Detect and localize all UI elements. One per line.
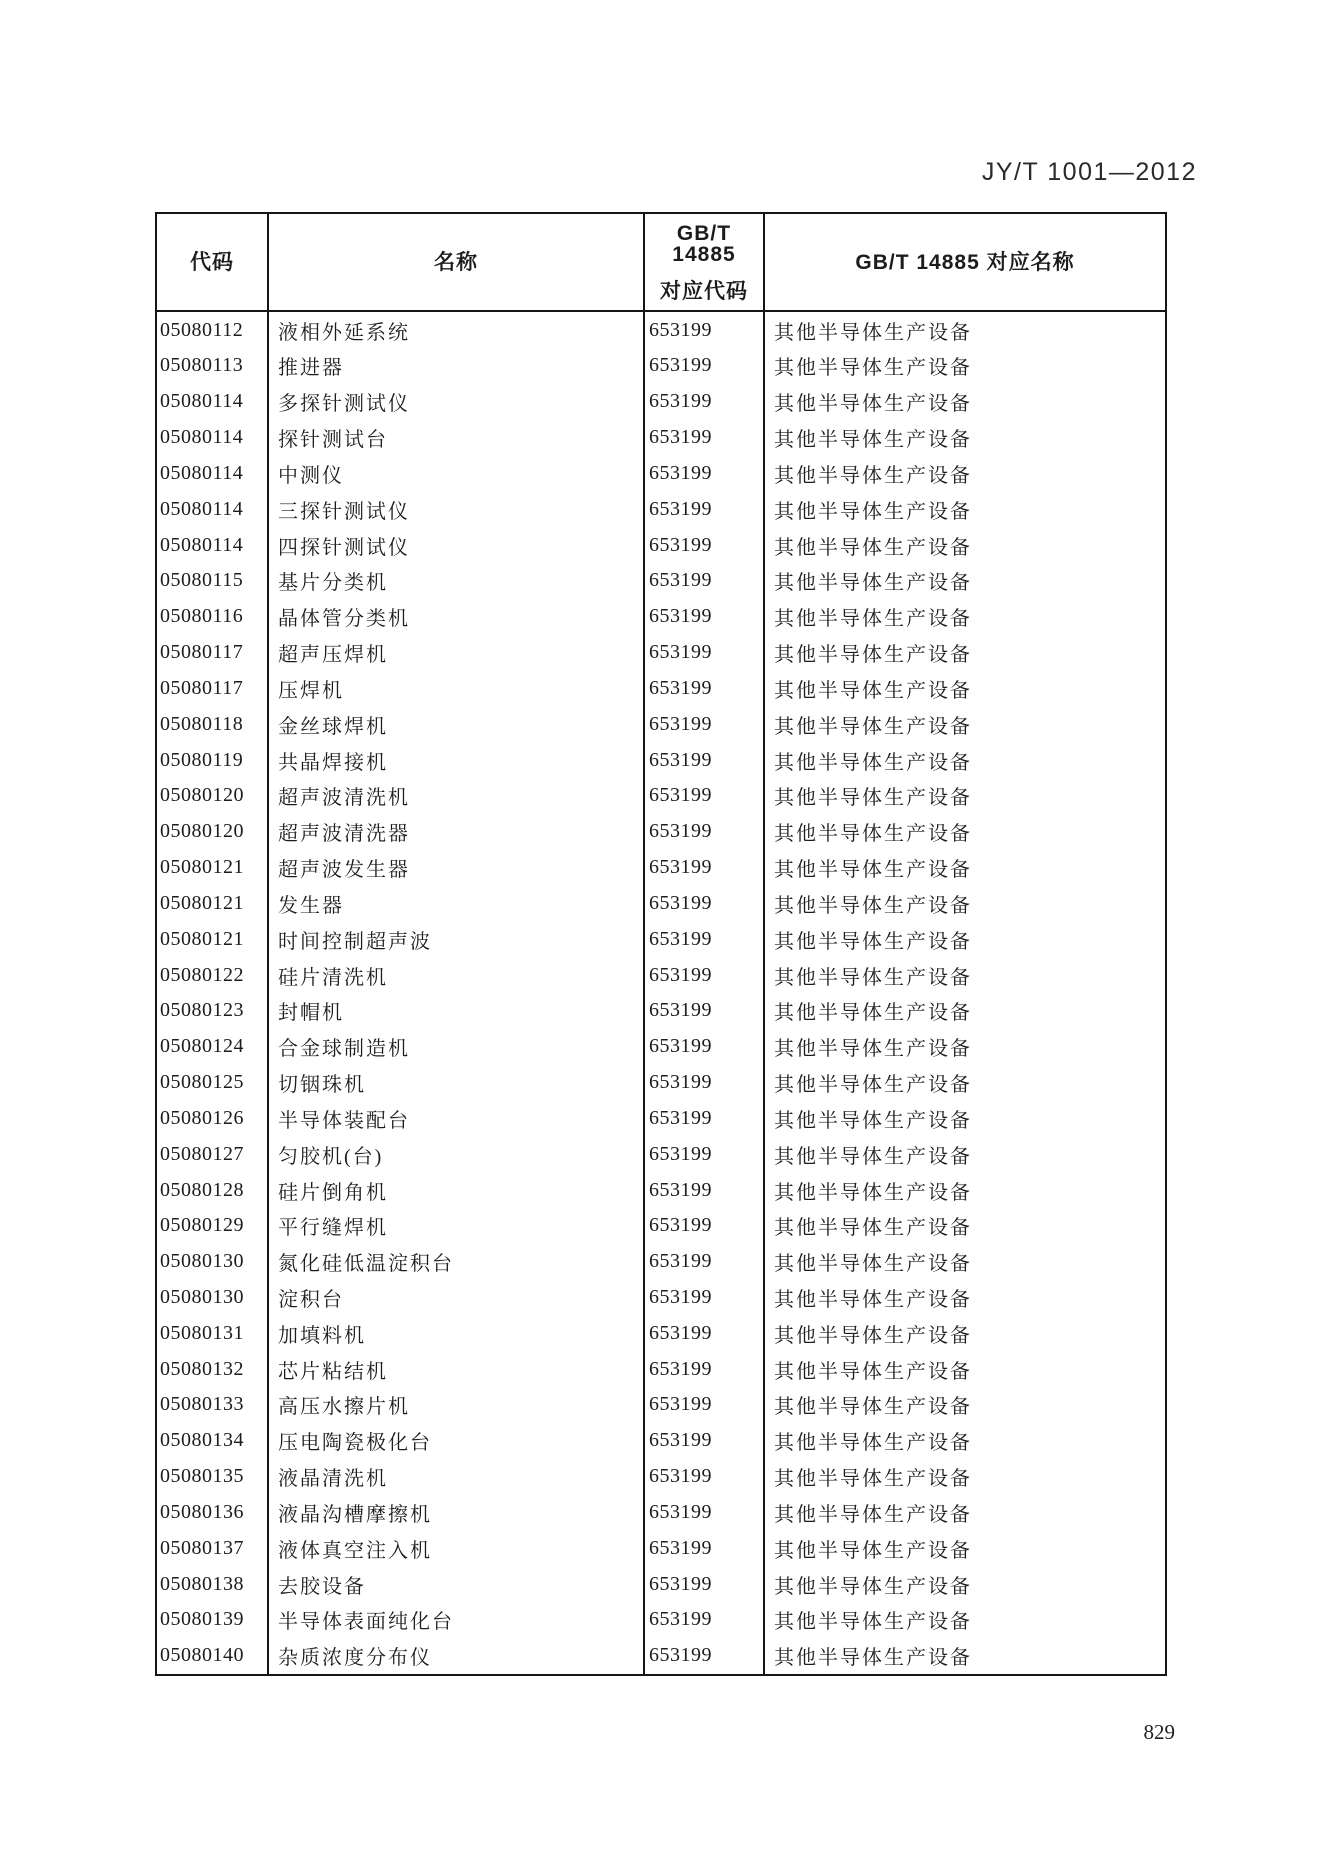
cell-code: 05080114	[160, 497, 244, 520]
cell-code: 05080113	[160, 354, 244, 377]
cell-code: 05080123	[160, 999, 244, 1022]
cell-gb-name: 其他半导体生产设备	[764, 1136, 1166, 1172]
cell-gb-name: 其他半导体生产设备	[764, 1029, 1166, 1065]
cell-gb-code: 653199	[644, 993, 764, 1029]
cell-gb-name: 其他半导体生产设备	[764, 384, 1166, 420]
table-row	[156, 1208, 1166, 1244]
cell-code: 05080133	[160, 1393, 244, 1416]
cell-code: 05080128	[160, 1178, 244, 1201]
cell-code: 05080120	[160, 784, 244, 807]
table-row	[156, 491, 1166, 527]
cell-gb-code: 653199	[644, 1244, 764, 1280]
cell-gb-name: 其他半导体生产设备	[764, 778, 1166, 814]
cell-gb-code: 653199	[644, 456, 764, 492]
table-row	[156, 599, 1166, 635]
table-row	[156, 1638, 1166, 1675]
cell-gb-code: 653199	[644, 1315, 764, 1351]
cell-gb-name: 其他半导体生产设备	[764, 311, 1166, 348]
cell-gb-name: 其他半导体生产设备	[764, 1602, 1166, 1638]
col-header-code	[156, 213, 268, 311]
col-header-name-label: 名称	[434, 250, 478, 274]
cell-gb-code: 653199	[644, 384, 764, 420]
cell-gb-code: 653199	[644, 1495, 764, 1531]
table-header	[156, 213, 1166, 311]
col-header-gb-code-line1: GB/T 14885	[672, 221, 736, 266]
cell-code: 05080114	[160, 533, 244, 556]
cell-gb-code: 653199	[644, 706, 764, 742]
cell-gb-name: 其他半导体生产设备	[764, 1208, 1166, 1244]
cell-gb-name: 其他半导体生产设备	[764, 921, 1166, 957]
cell-name: 氮化硅低温淀积台	[268, 1244, 644, 1280]
table-row	[156, 1280, 1166, 1316]
cell-gb-name: 其他半导体生产设备	[764, 1459, 1166, 1495]
table-row	[156, 742, 1166, 778]
cell-code: 05080131	[160, 1321, 244, 1344]
cell-gb-name: 其他半导体生产设备	[764, 814, 1166, 850]
cell-gb-name: 其他半导体生产设备	[764, 1638, 1166, 1675]
cell-code: 05080125	[160, 1071, 244, 1094]
document-code: JY/T 1001—2012	[981, 158, 1197, 186]
table-row	[156, 850, 1166, 886]
cell-gb-name: 其他半导体生产设备	[764, 491, 1166, 527]
cell-name: 去胶设备	[268, 1566, 644, 1602]
cell-name: 半导体表面纯化台	[268, 1602, 644, 1638]
cell-name: 硅片倒角机	[268, 1172, 644, 1208]
table-row	[156, 1530, 1166, 1566]
cell-name: 超声波发生器	[268, 850, 644, 886]
cell-gb-code: 653199	[644, 1387, 764, 1423]
cell-name: 时间控制超声波	[268, 921, 644, 957]
page-number: 829	[1143, 1720, 1175, 1744]
table-row	[156, 1065, 1166, 1101]
table-row	[156, 456, 1166, 492]
cell-name: 液相外延系统	[268, 311, 644, 348]
cell-name: 硅片清洗机	[268, 957, 644, 993]
cell-code: 05080139	[160, 1608, 244, 1631]
cell-gb-name: 其他半导体生产设备	[764, 1280, 1166, 1316]
table-row	[156, 1423, 1166, 1459]
table-row	[156, 1351, 1166, 1387]
cell-gb-code: 653199	[644, 1602, 764, 1638]
cell-code: 05080119	[160, 748, 244, 771]
cell-gb-name: 其他半导体生产设备	[764, 1423, 1166, 1459]
table-row	[156, 311, 1166, 348]
cell-code: 05080135	[160, 1465, 244, 1488]
cell-name: 液体真空注入机	[268, 1530, 644, 1566]
cell-gb-code: 653199	[644, 563, 764, 599]
cell-gb-name: 其他半导体生产设备	[764, 456, 1166, 492]
cell-name: 半导体装配台	[268, 1100, 644, 1136]
cell-name: 共晶焊接机	[268, 742, 644, 778]
cell-gb-code: 653199	[644, 1280, 764, 1316]
cell-gb-code: 653199	[644, 1136, 764, 1172]
cell-code: 05080117	[160, 641, 244, 664]
cell-name: 淀积台	[268, 1280, 644, 1316]
cell-gb-code: 653199	[644, 1638, 764, 1675]
cell-gb-code: 653199	[644, 885, 764, 921]
cell-gb-name: 其他半导体生产设备	[764, 1351, 1166, 1387]
cell-gb-code: 653199	[644, 1100, 764, 1136]
cell-code: 05080118	[160, 712, 244, 735]
cell-code: 05080134	[160, 1429, 244, 1452]
cell-name: 基片分类机	[268, 563, 644, 599]
col-header-gb-code	[644, 213, 764, 311]
cell-name: 推进器	[268, 348, 644, 384]
table-row	[156, 1172, 1166, 1208]
table-row	[156, 885, 1166, 921]
cell-gb-name: 其他半导体生产设备	[764, 420, 1166, 456]
cell-gb-code: 653199	[644, 1172, 764, 1208]
table-row	[156, 1566, 1166, 1602]
cell-name: 晶体管分类机	[268, 599, 644, 635]
cell-gb-code: 653199	[644, 599, 764, 635]
cell-name: 液晶清洗机	[268, 1459, 644, 1495]
cell-name: 超声压焊机	[268, 635, 644, 671]
cell-code: 05080122	[160, 963, 244, 986]
cell-gb-code: 653199	[644, 491, 764, 527]
cell-gb-name: 其他半导体生产设备	[764, 1100, 1166, 1136]
table-row	[156, 1387, 1166, 1423]
cell-name: 三探针测试仪	[268, 491, 644, 527]
cell-name: 压电陶瓷极化台	[268, 1423, 644, 1459]
cell-code: 05080121	[160, 891, 244, 914]
cell-gb-code: 653199	[644, 1423, 764, 1459]
cell-gb-name: 其他半导体生产设备	[764, 635, 1166, 671]
cell-gb-code: 653199	[644, 1065, 764, 1101]
table-row	[156, 1602, 1166, 1638]
cell-name: 多探针测试仪	[268, 384, 644, 420]
cell-gb-name: 其他半导体生产设备	[764, 993, 1166, 1029]
cell-gb-code: 653199	[644, 814, 764, 850]
cell-gb-code: 653199	[644, 1029, 764, 1065]
table-row	[156, 921, 1166, 957]
cell-gb-name: 其他半导体生产设备	[764, 1495, 1166, 1531]
cell-code: 05080120	[160, 820, 244, 843]
cell-name: 封帽机	[268, 993, 644, 1029]
cell-gb-name: 其他半导体生产设备	[764, 850, 1166, 886]
cell-name: 超声波清洗机	[268, 778, 644, 814]
table-row	[156, 1495, 1166, 1531]
cell-code: 05080132	[160, 1357, 244, 1380]
header-row	[156, 213, 1166, 311]
cell-gb-code: 653199	[644, 1530, 764, 1566]
table-row	[156, 348, 1166, 384]
cell-gb-code: 653199	[644, 635, 764, 671]
cell-name: 超声波清洗器	[268, 814, 644, 850]
cell-code: 05080112	[160, 318, 244, 341]
table-row	[156, 420, 1166, 456]
cell-name: 金丝球焊机	[268, 706, 644, 742]
col-header-name	[268, 213, 644, 311]
table-body	[156, 311, 1166, 1675]
cell-name: 合金球制造机	[268, 1029, 644, 1065]
cell-code: 05080121	[160, 927, 244, 950]
cell-gb-name: 其他半导体生产设备	[764, 1065, 1166, 1101]
table-row	[156, 1100, 1166, 1136]
cell-name: 匀胶机(台)	[268, 1136, 644, 1172]
cell-name: 四探针测试仪	[268, 527, 644, 563]
table-row	[156, 778, 1166, 814]
cell-gb-name: 其他半导体生产设备	[764, 1315, 1166, 1351]
col-header-code-label: 代码	[190, 250, 234, 274]
table-row	[156, 993, 1166, 1029]
cell-name: 芯片粘结机	[268, 1351, 644, 1387]
cell-code: 05080130	[160, 1286, 244, 1308]
cell-gb-code: 653199	[644, 1566, 764, 1602]
table-row	[156, 814, 1166, 850]
cell-gb-name: 其他半导体生产设备	[764, 1530, 1166, 1566]
cell-code: 05080136	[160, 1500, 244, 1523]
cell-gb-name: 其他半导体生产设备	[764, 706, 1166, 742]
cell-gb-name: 其他半导体生产设备	[764, 1387, 1166, 1423]
cell-name: 加填料机	[268, 1315, 644, 1351]
cell-code: 05080138	[160, 1572, 244, 1595]
cell-code: 05080121	[160, 856, 244, 879]
cell-gb-name: 其他半导体生产设备	[764, 1566, 1166, 1602]
cell-code: 05080117	[160, 676, 244, 699]
cell-code: 05080116	[160, 605, 244, 628]
table-row	[156, 563, 1166, 599]
table-row	[156, 671, 1166, 707]
cell-gb-name: 其他半导体生产设备	[764, 527, 1166, 563]
cell-code: 05080114	[160, 426, 244, 449]
table-row	[156, 635, 1166, 671]
cell-code: 05080137	[160, 1536, 244, 1559]
table-row	[156, 1244, 1166, 1280]
cell-gb-code: 653199	[644, 420, 764, 456]
cell-gb-code: 653199	[644, 1459, 764, 1495]
table-row	[156, 384, 1166, 420]
table-row	[156, 1315, 1166, 1351]
col-header-gb-name	[764, 213, 1166, 311]
cell-code: 05080114	[160, 461, 244, 484]
table-row	[156, 527, 1166, 563]
cell-gb-code: 653199	[644, 671, 764, 707]
cell-code: 05080114	[160, 390, 244, 413]
cell-code: 05080140	[160, 1644, 244, 1667]
cell-gb-name: 其他半导体生产设备	[764, 348, 1166, 384]
cell-gb-name: 其他半导体生产设备	[764, 671, 1166, 707]
table-row	[156, 1459, 1166, 1495]
cell-code: 05080130	[160, 1250, 244, 1273]
cell-name: 中测仪	[268, 456, 644, 492]
col-header-gb-code-line2: 对应代码	[660, 279, 748, 303]
cell-gb-name: 其他半导体生产设备	[764, 885, 1166, 921]
cell-code: 05080124	[160, 1035, 244, 1058]
cell-gb-code: 653199	[644, 527, 764, 563]
cell-gb-code: 653199	[644, 1208, 764, 1244]
cell-name: 切铟珠机	[268, 1065, 644, 1101]
table-row	[156, 1136, 1166, 1172]
cell-name: 杂质浓度分布仪	[268, 1638, 644, 1675]
cell-gb-code: 653199	[644, 850, 764, 886]
cell-name: 高压水擦片机	[268, 1387, 644, 1423]
cell-gb-name: 其他半导体生产设备	[764, 1244, 1166, 1280]
cell-code: 05080126	[160, 1106, 244, 1129]
cell-gb-name: 其他半导体生产设备	[764, 563, 1166, 599]
cell-name: 液晶沟槽摩擦机	[268, 1495, 644, 1531]
cell-gb-code: 653199	[644, 778, 764, 814]
table-row	[156, 706, 1166, 742]
cell-gb-name: 其他半导体生产设备	[764, 1172, 1166, 1208]
cell-gb-name: 其他半导体生产设备	[764, 957, 1166, 993]
code-mapping-table	[155, 212, 1167, 1676]
cell-gb-code: 653199	[644, 348, 764, 384]
table-row	[156, 1029, 1166, 1065]
table-row	[156, 957, 1166, 993]
cell-name: 探针测试台	[268, 420, 644, 456]
col-header-gb-name-label: GB/T 14885 对应名称	[855, 250, 1075, 274]
cell-gb-name: 其他半导体生产设备	[764, 742, 1166, 778]
cell-name: 压焊机	[268, 671, 644, 707]
cell-code: 05080127	[160, 1142, 244, 1165]
cell-gb-code: 653199	[644, 1351, 764, 1387]
cell-name: 发生器	[268, 885, 644, 921]
cell-code: 05080115	[160, 569, 244, 592]
cell-gb-code: 653199	[644, 742, 764, 778]
cell-gb-code: 653199	[644, 921, 764, 957]
cell-gb-code: 653199	[644, 957, 764, 993]
cell-code: 05080129	[160, 1214, 244, 1237]
cell-gb-code: 653199	[644, 311, 764, 348]
cell-name: 平行缝焊机	[268, 1208, 644, 1244]
cell-gb-name: 其他半导体生产设备	[764, 599, 1166, 635]
